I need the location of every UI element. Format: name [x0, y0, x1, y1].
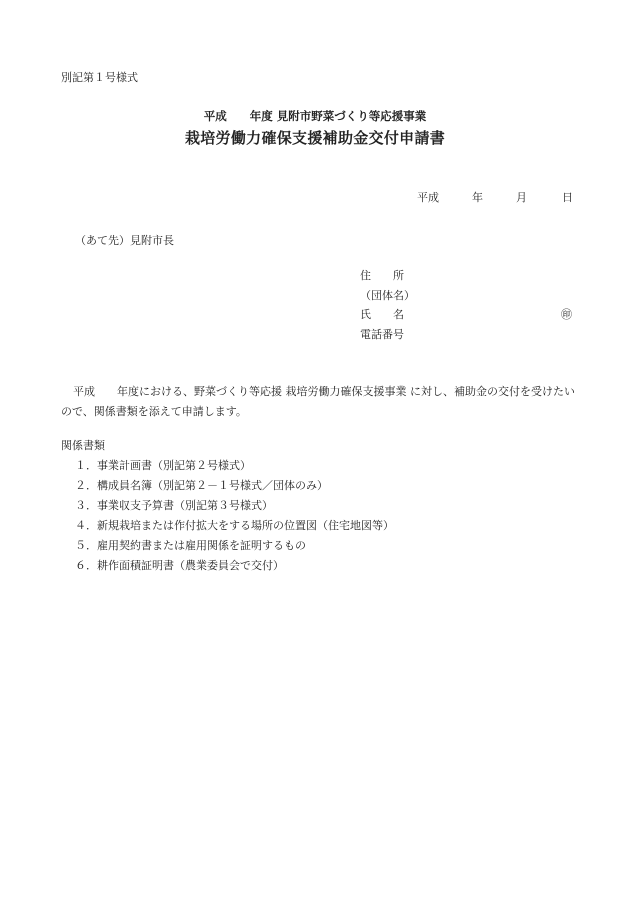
organization-label: （団体名）	[360, 289, 415, 302]
document-item: ６．耕作面積証明書（農業委員会で交付）	[75, 559, 284, 572]
date-day: 日	[562, 191, 573, 204]
form-number: 別記第１号様式	[61, 71, 138, 84]
documents-heading: 関係書類	[61, 439, 105, 452]
document-title: 栽培労働力確保支援補助金交付申請書	[184, 129, 446, 147]
application-statement: 平成 年度における、野菜づくり等応援 栽培労働力確保支援事業 に対し、補助金の交付を受けたいので、関係書類を添えて申請します。	[61, 385, 575, 418]
documents-list	[75, 456, 394, 576]
phone-label: 電話番号	[360, 328, 404, 341]
address-label: 住 所	[360, 269, 404, 282]
date-year: 年	[472, 191, 483, 204]
document-item: １．事業計画書（別記第２号様式）	[75, 459, 251, 472]
name-label: 氏 名	[360, 308, 404, 321]
document-item: ２．構成員名簿（別記第２－１号様式／団体のみ）	[75, 479, 328, 492]
document-item: ３．事業収支予算書（別記第３号様式）	[75, 499, 273, 512]
seal-mark: ㊞	[561, 308, 572, 321]
date-month: 月	[516, 191, 527, 204]
document-item: ５．雇用契約書または雇用関係を証明するもの	[75, 539, 306, 552]
document-item: ４．新規栽培または作付拡大をする場所の位置図（住宅地図等）	[75, 519, 394, 532]
addressee: （あて先）見附市長	[75, 234, 174, 247]
document-subtitle: 平成 年度 見附市野菜づくり等応援事業	[203, 109, 427, 123]
date-era: 平成	[417, 191, 439, 204]
